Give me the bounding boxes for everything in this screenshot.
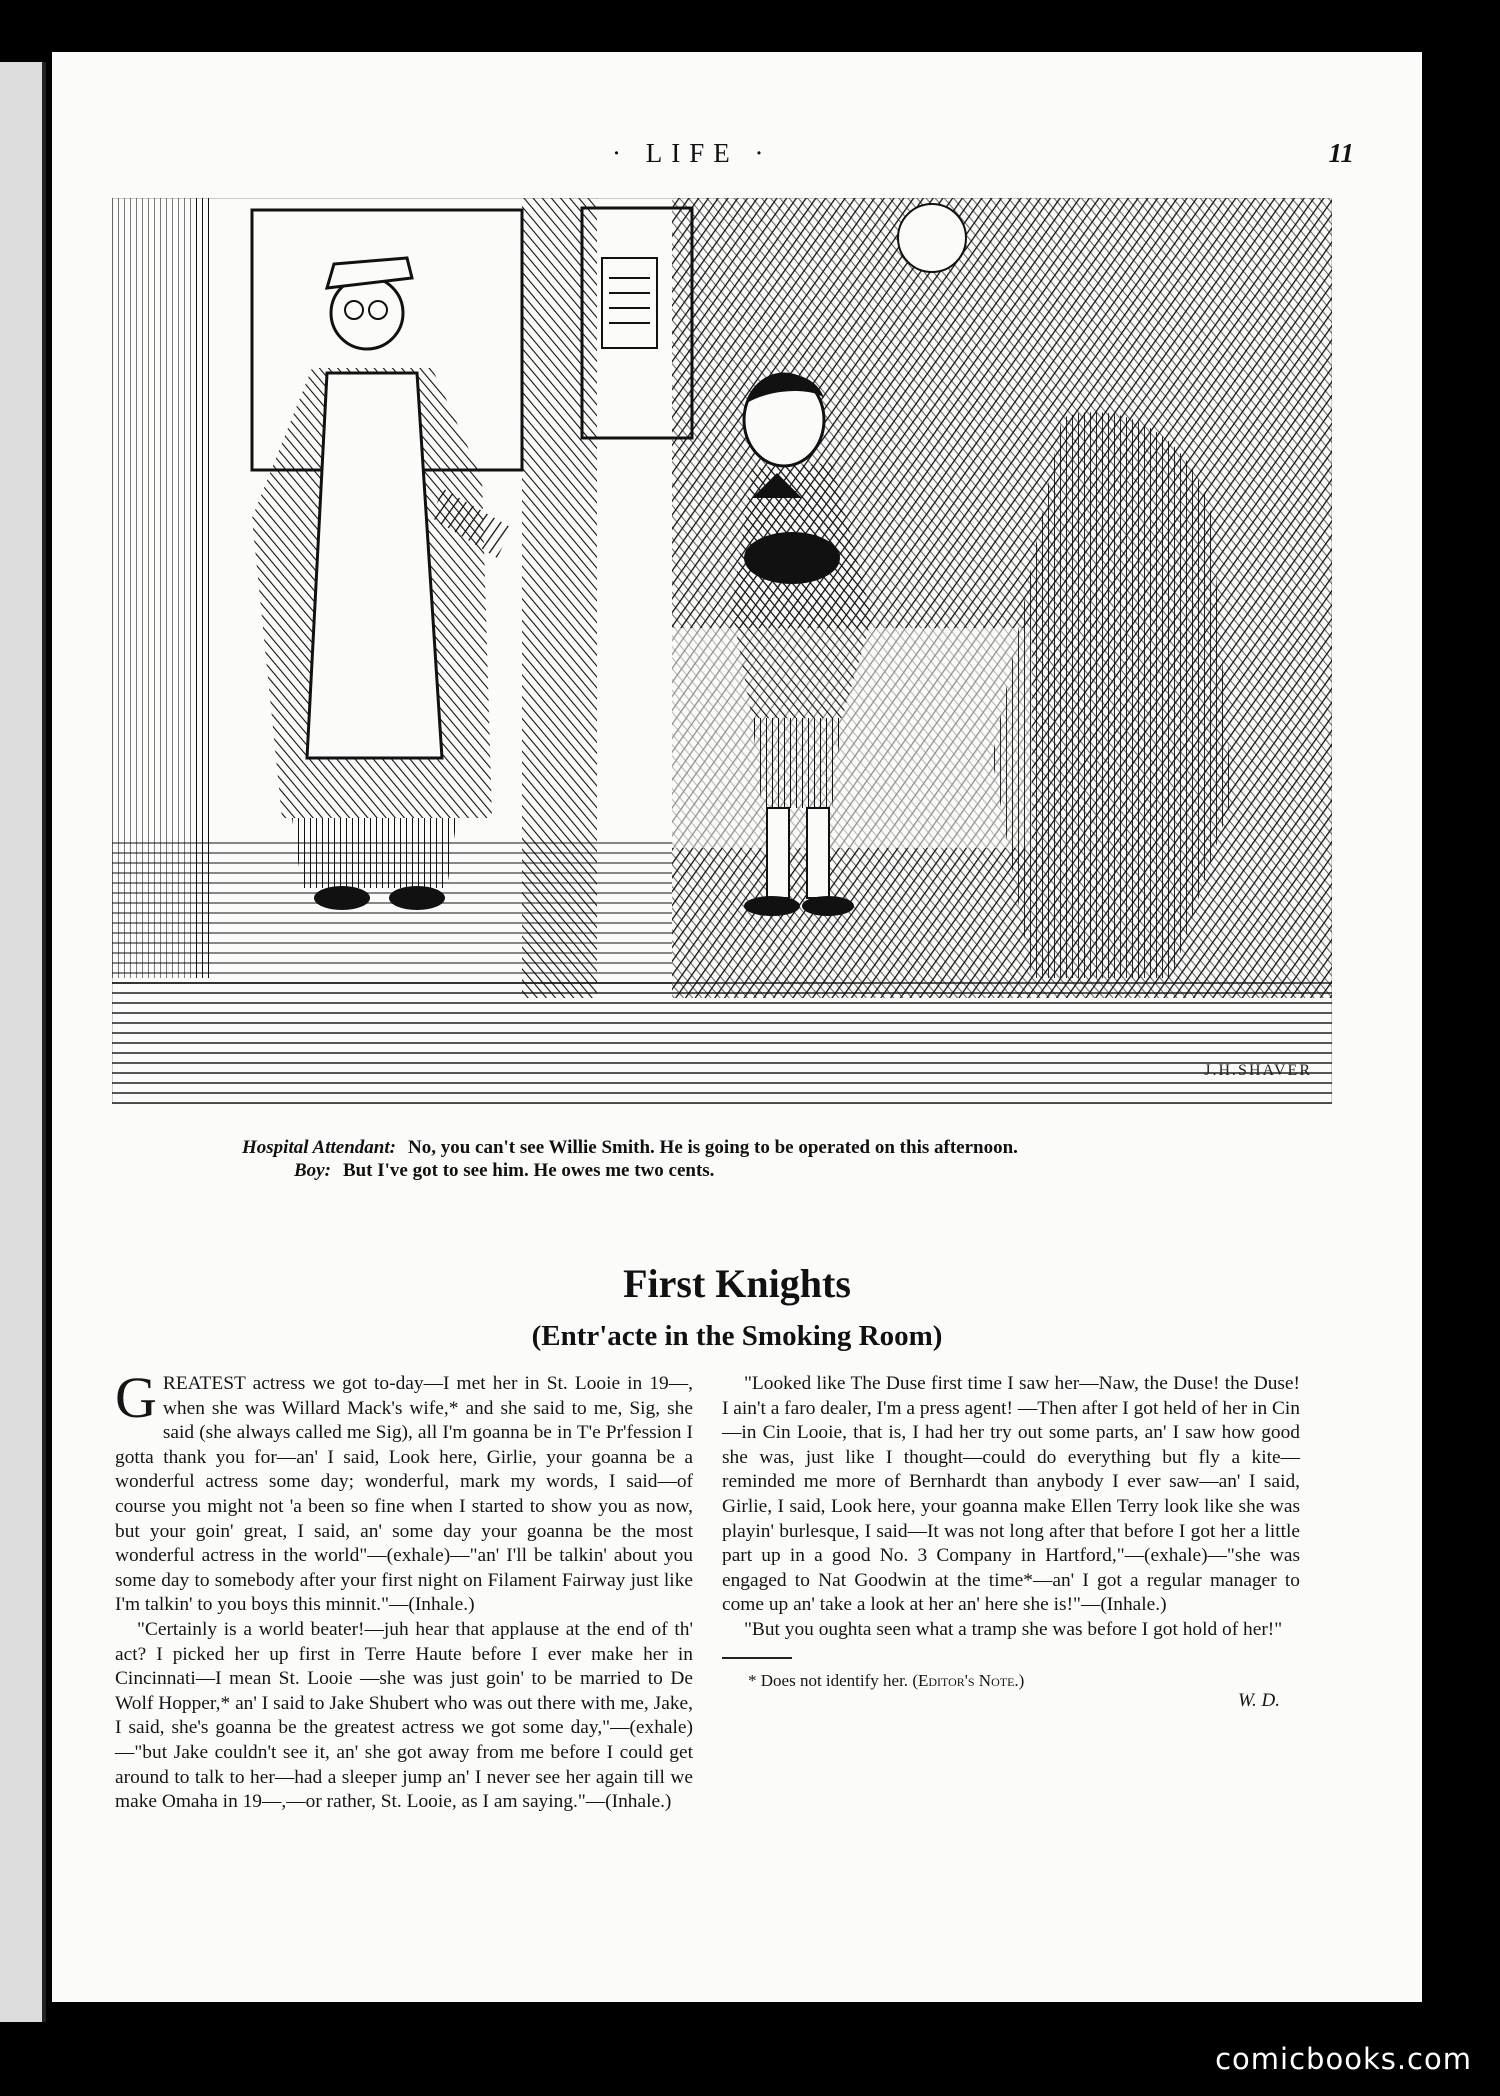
source-watermark: comicbooks.com [1215,2042,1472,2076]
cartoon-caption [242,1136,1232,1182]
article-title: First Knights [623,1261,851,1306]
running-title: · LIFE · [612,138,773,168]
drop-cap: G [115,1365,157,1430]
author-initials: W. D. [1237,1690,1280,1712]
footnote-rule [722,1657,792,1659]
article-subtitle: (Entr'acte in the Smoking Room) [531,1320,943,1352]
artist-signature: J.H.SHAVER [1204,1062,1312,1079]
paragraph-3: "Looked like The Duse first time I saw her—Naw, the Duse! the Duse! I ain't a faro dealer, I'm a press agent! —Then after I got held of her in Cin—in Cin Looie, that is, I had her try out some parts, an' I saw how good she was, just like I thought—could do everything but fly a kite—reminded me more of Bernhardt than anybody I ever saw—an' I said, Girlie, I said, Look here, your goanna make Ellen Terry look like she was playin' burlesque, I said—It was not long after that before I got her a little part up in a good No. 3 Company in Hartford,"—(exhale)—"she was engaged to Nat Goodwin at the time*—an' I got a regular manager to come up an' take a look at her an' here she is!"—(Inhale.) [722,1373,1301,1616]
caption-speaker-boy: Boy: [294,1160,331,1181]
footnote-text: * Does not identify her. [748,1670,909,1690]
caption-speaker-attendant: Hospital Attendant: [242,1137,396,1158]
footnote-source: (Editor's Note.) [912,1670,1025,1690]
caption-line-boy: But I've got to see him. He owes me two cents. [342,1160,715,1181]
article-column-left [115,1365,693,1815]
paragraph-1-text: REATEST actress we got to-day—I met her in St. Looie in 19—, when she was Willard Mack's wife,* and she said to me, Sig, she said (she always called me Sig), all I'm goanna be in T'e Pr'fession I gotta thank you for—an' I said, Look here, Girlie, your goanna be a wonderful actress some day; wonderful, mark my words, I said—of course you might not 'a been so fine when I started to show you as now, but your goin' great, I said, an' some day your goanna be the most wonderful actress in the world"—(exhale)—"an' I'll be talkin' about you some day to somebody after your first night on Filament Fairway just like I'm talkin' to you boys this minnit."—(Inhale.) [115,1373,693,1616]
page-number: 11 [1328,138,1354,168]
article-column-right [722,1372,1300,1714]
cartoon-drawing [112,198,1332,1104]
magazine-page [52,52,1422,2002]
paragraph-2: "Certainly is a world beater!—juh hear that applause at the end of th' act? I picked her up first in Terre Haute before I ever make her in Cincinnati—I mean St. Looie —she was just goin' to be married to De Wolf Hopper,* an' I said to Jake Shubert who was out there with me, Jake, I said, she's goanna be the greatest actress we got some day,"—(exhale)—"but Jake couldn't see it, an' she got away from me before I could get around to talk to her—had a sleeper jump an' I never see her again till we make Omaha in 19—,—or rather, St. Looie, as I am saying."—(Inhale.) [115,1618,693,1813]
paragraph-1 [115,1365,693,1618]
page-header [52,138,1422,178]
facing-page-edge [0,62,46,2022]
caption-line-attendant: No, you can't see Willie Smith. He is going to be operated on this afternoon. [407,1137,1018,1158]
cartoon-illustration [112,198,1332,1104]
paragraph-4: "But you oughta seen what a tramp she was before I got hold of her!" [744,1618,1283,1640]
